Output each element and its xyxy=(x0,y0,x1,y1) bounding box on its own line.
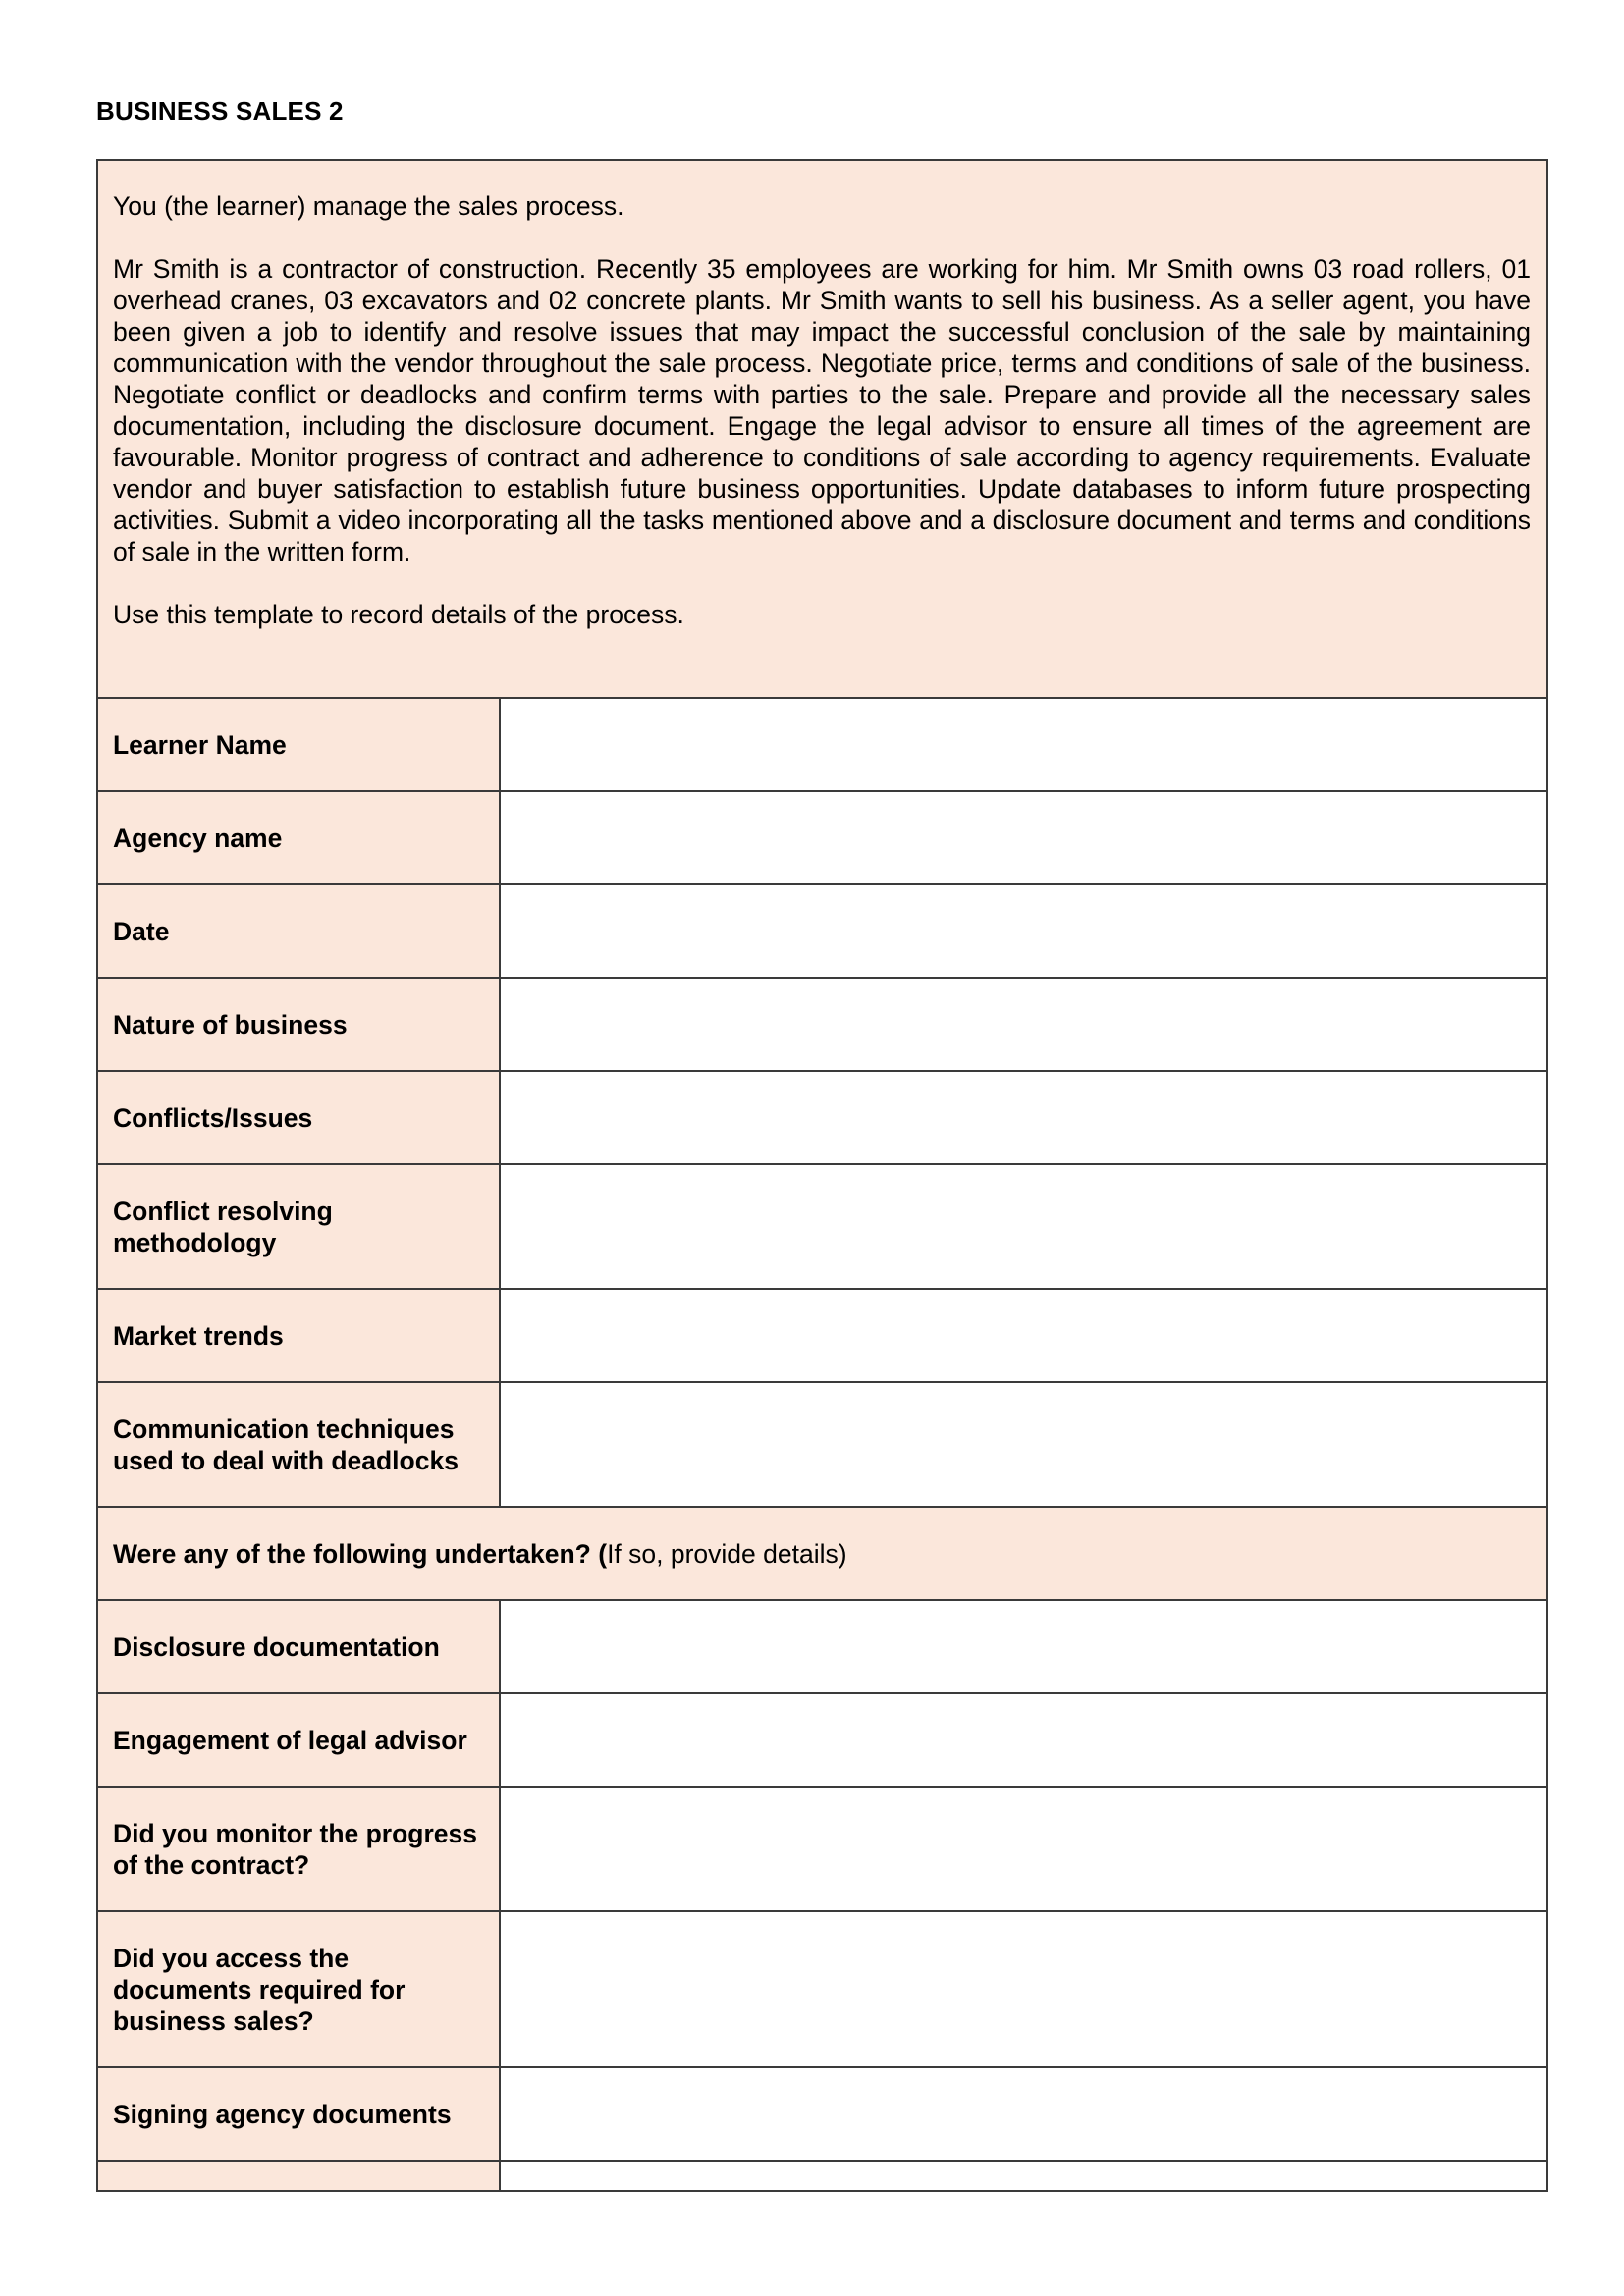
form-row-learner-name xyxy=(97,698,1547,791)
section-heading xyxy=(97,1507,1547,1600)
field-label: Did you access the documents required for business sales? xyxy=(97,1911,500,2067)
document-title: BUSINESS SALES 2 xyxy=(96,96,344,126)
form-row-engagement-of-legal-advisor xyxy=(97,1693,1547,1787)
conflict-resolving-methodology-field[interactable] xyxy=(500,1164,1547,1289)
form-row-access-documents xyxy=(97,1911,1547,2067)
field-label: Market trends xyxy=(97,1289,500,1382)
form-row-conflict-resolving-methodology xyxy=(97,1164,1547,1289)
field-label: Communication techniques used to deal with deadlocks xyxy=(97,1382,500,1507)
form-row-nature-of-business xyxy=(97,978,1547,1071)
form-row-monitor-contract-progress xyxy=(97,1787,1547,1911)
agency-name-field[interactable] xyxy=(500,791,1547,884)
form-row-conflicts-issues xyxy=(97,1071,1547,1164)
field-label: Date xyxy=(97,884,500,978)
market-trends-field[interactable] xyxy=(500,1289,1547,1382)
intro-line: You (the learner) manage the sales process. xyxy=(113,191,624,221)
field-label: Nature of business xyxy=(97,978,500,1071)
form-row-signing-agency-documents xyxy=(97,2067,1547,2161)
field-label: Conflicts/Issues xyxy=(97,1071,500,1164)
field-label: Signing agency documents xyxy=(97,2067,500,2161)
conflicts-issues-field[interactable] xyxy=(500,1071,1547,1164)
process-record-form xyxy=(96,159,1548,2192)
form-row-communication-techniques xyxy=(97,1382,1547,1507)
access-documents-field[interactable] xyxy=(500,1911,1547,2067)
form-row-continued xyxy=(97,2161,1547,2191)
field-label: Conflict resolving methodology xyxy=(97,1164,500,1289)
section-heading-bold: Were any of the following undertaken? ( xyxy=(113,1538,608,1569)
form-row-market-trends xyxy=(97,1289,1547,1382)
form-row-date xyxy=(97,884,1547,978)
monitor-contract-progress-field[interactable] xyxy=(500,1787,1547,1911)
learner-name-field[interactable] xyxy=(500,698,1547,791)
communication-techniques-field[interactable] xyxy=(500,1382,1547,1507)
intro-cell xyxy=(97,160,1547,698)
continued-field[interactable] xyxy=(500,2161,1547,2191)
form-row-agency-name xyxy=(97,791,1547,884)
field-label xyxy=(97,2161,500,2191)
field-label: Engagement of legal advisor xyxy=(97,1693,500,1787)
instruction-line: Use this template to record details of the process. xyxy=(113,600,684,629)
disclosure-documentation-field[interactable] xyxy=(500,1600,1547,1693)
engagement-of-legal-advisor-field[interactable] xyxy=(500,1693,1547,1787)
field-label: Agency name xyxy=(97,791,500,884)
date-field[interactable] xyxy=(500,884,1547,978)
section-heading-note: If so, provide details) xyxy=(607,1538,847,1569)
field-label: Did you monitor the progress of the contract? xyxy=(97,1787,500,1911)
signing-agency-documents-field[interactable] xyxy=(500,2067,1547,2161)
field-label: Learner Name xyxy=(97,698,500,791)
intro-row xyxy=(97,160,1547,698)
section-heading-row xyxy=(97,1507,1547,1600)
form-row-disclosure-documentation xyxy=(97,1600,1547,1693)
scenario-paragraph: Mr Smith is a contractor of construction. Recently 35 employees are working for him. Mr Smith owns 03 road rollers, 01 overhead cranes, 03 excavators and 02 concrete plants. Mr Smith wants to sell his business. As a seller agent, you have been given a job to identify and resolve issues that may impact the successful conclusion of the sale by maintaining communication with the vendor throughout the sale process. Negotiate price, terms and conditions of sale of the business. Negotiate conflict or deadlocks and confirm terms with parties to the sale. Prepare and provide all the necessary sales documentation, including the disclosure document. Engage the legal advisor to ensure all times of the agreement are favourable. Monitor progress of contract and adherence to conditions of sale according to agency requirements. Evaluate vendor and buyer satisfaction to establish future business opportunities. Update databases to inform future prospecting activities. Submit a video incorporating all the tasks mentioned above and a disclosure document and terms and conditions of sale in the written form. xyxy=(113,254,1532,566)
field-label: Disclosure documentation xyxy=(97,1600,500,1693)
nature-of-business-field[interactable] xyxy=(500,978,1547,1071)
